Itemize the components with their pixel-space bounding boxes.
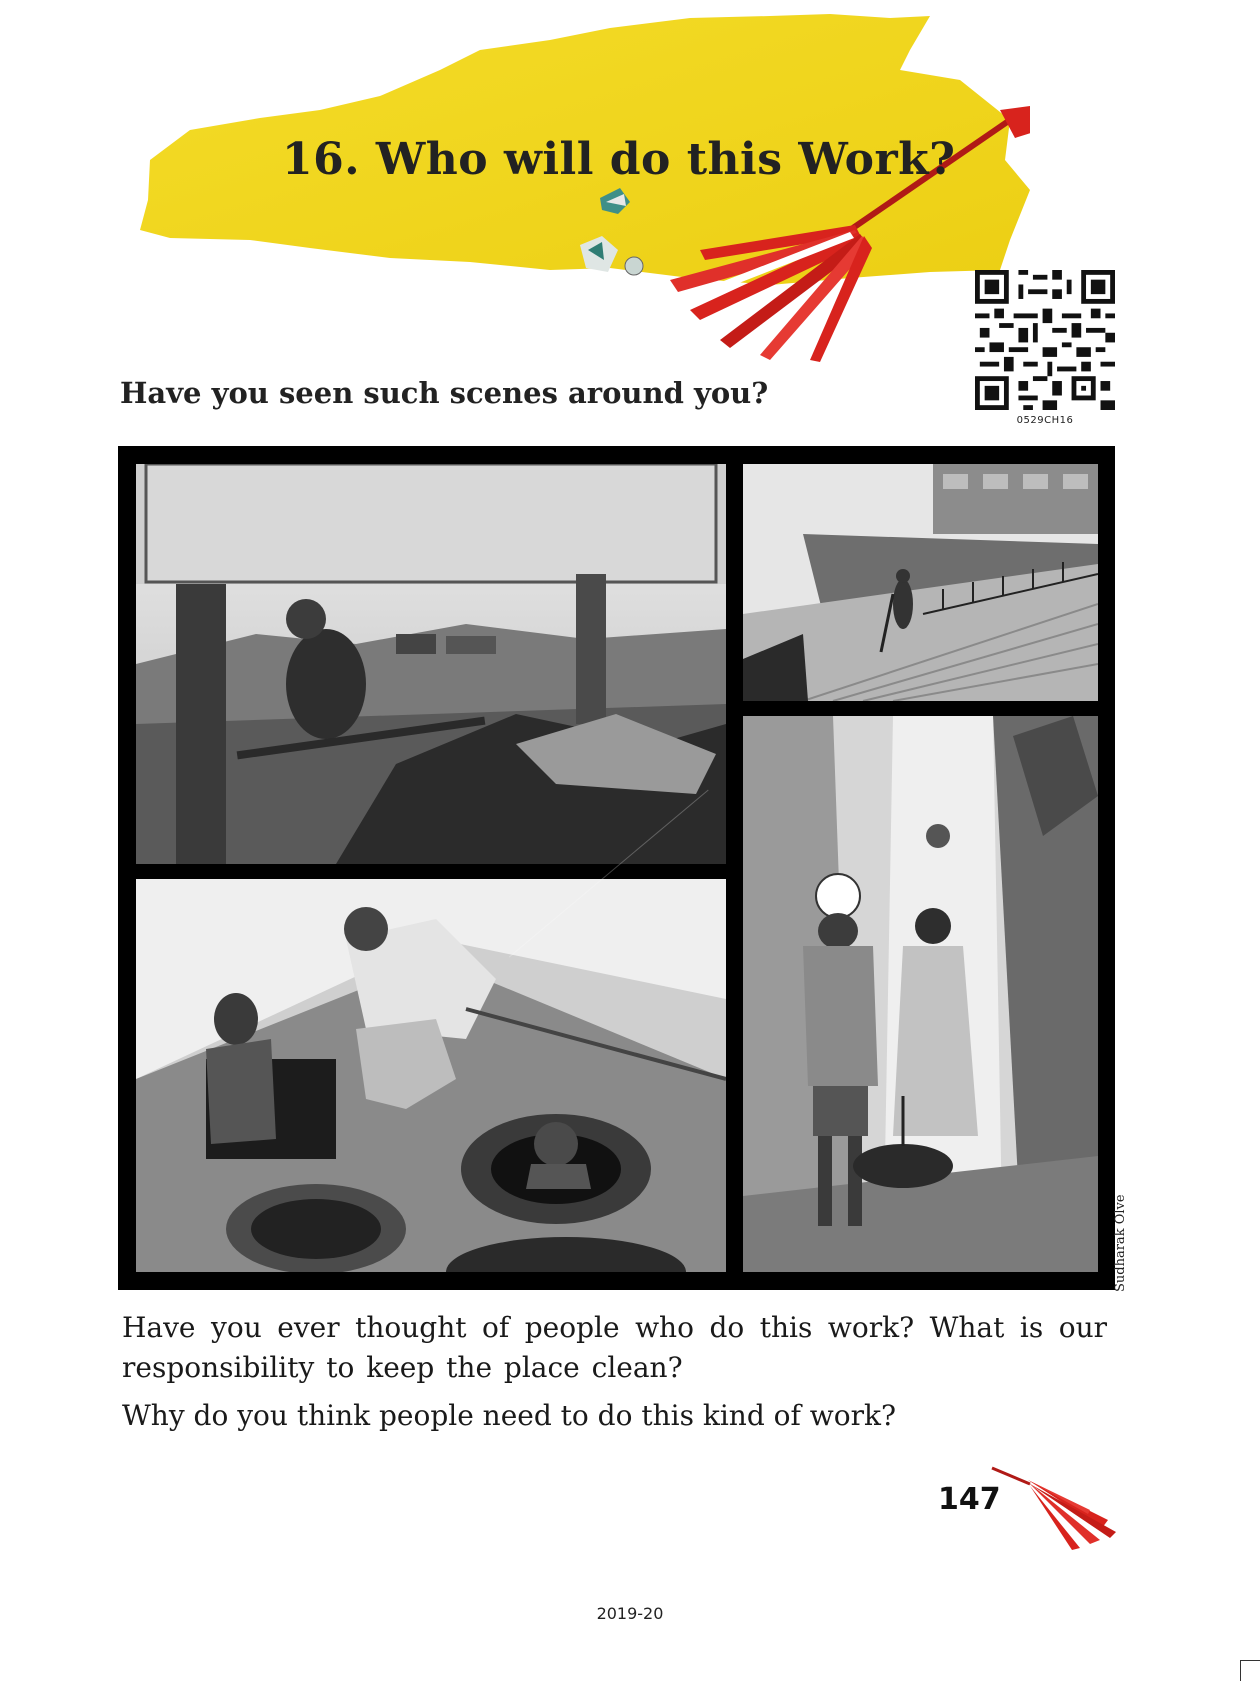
- body-paragraph-2: Why do you think people need to do this kind of work?: [122, 1399, 896, 1432]
- edition-year: 2019-20: [596, 1604, 664, 1623]
- photo-collage: [118, 446, 1115, 1290]
- chapter-title: 16. Who will do this Work?: [282, 134, 956, 185]
- photo-sewer-workers: [136, 879, 726, 1272]
- body-paragraph-1: Have you ever thought of people who do this work? What is our responsibility to keep the place clean?: [122, 1311, 1107, 1384]
- page-number: 147: [938, 1482, 1001, 1517]
- crop-mark: [1240, 1660, 1260, 1681]
- photo-lane-waste-carriers: [743, 716, 1098, 1272]
- intro-question: Have you seen such scenes around you?: [120, 376, 769, 410]
- photo-street-sweeper: [743, 464, 1098, 701]
- qr-code-label: 0529CH16: [1016, 415, 1074, 426]
- photo-credit: Sudharak Olve: [1113, 1194, 1128, 1292]
- broom-icon: [990, 1462, 1120, 1552]
- photo-landfill-worker: [136, 464, 726, 864]
- chapter-banner: [130, 10, 1030, 370]
- qr-code-icon: [975, 270, 1115, 410]
